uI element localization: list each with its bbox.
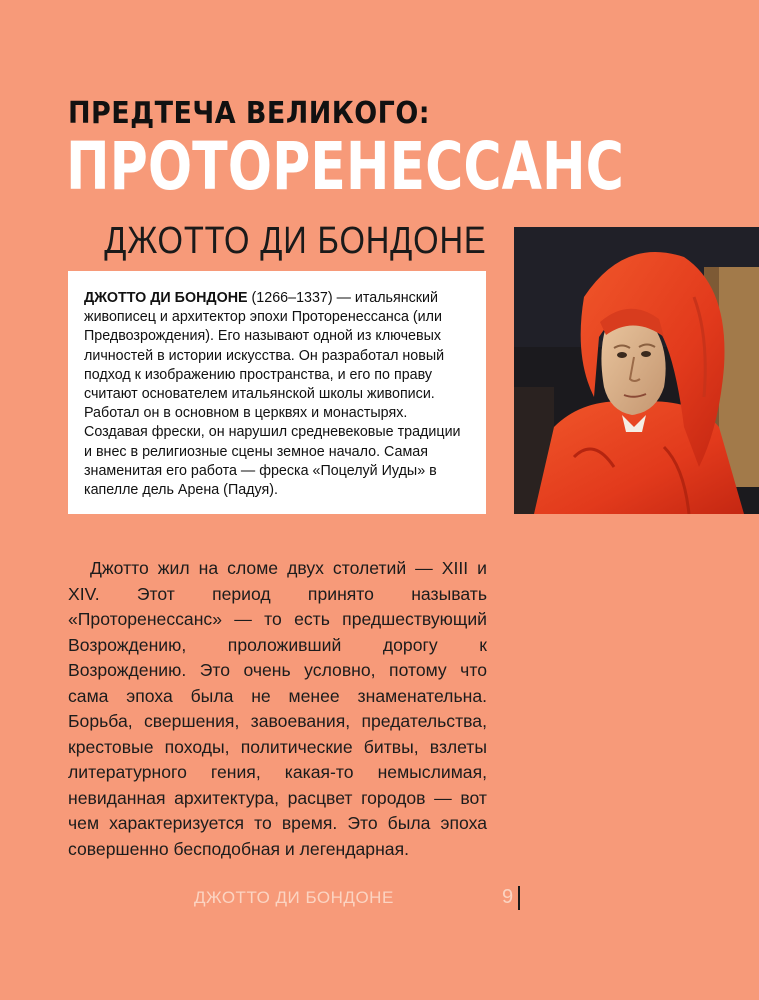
giotto-portrait	[514, 227, 759, 514]
biography-text	[84, 289, 470, 500]
chapter-title: ПРОТОРЕНЕССАНС	[66, 128, 624, 205]
chapter-kicker: ПРЕДТЕЧА ВЕЛИКОГО:	[68, 96, 430, 131]
page-number: 9	[502, 886, 514, 908]
running-footer-title: ДЖОТТО ДИ БОНДОНЕ	[194, 888, 394, 907]
page-number-rule	[518, 886, 520, 910]
biography-box	[68, 271, 486, 514]
biography-body: (1266–1337) — итальянский живописец и архитектор эпохи Проторенессанса (или Предвозрождения). Его называют одной из ключевых личностей в истории искусства. Он разработал новый подход к изображению пространства, и его по праву считают основателем итальянской школы живописи. Работал он в основном в церквях и монастырях. Создавая фрески, он нарушил средневековые традиции и внес в религиозные сцены земное начало. Самая знаменитая его работа — фреска «Поцелуй Иуды» в капелле дель Арена (Падуя).	[84, 290, 461, 499]
main-paragraph: Джотто жил на сломе двух столетий — XIII и XIV. Этот период принято называть «Проторенессанс» — то есть предшествующий Возрождению, проложивший дорогу к Возрождению. Это очень условно, потому что сама эпоха была не менее знаменательна. Борьба, свершения, завоевания, предательства, крестовые походы, политические битвы, взлеты литературного гения, какая-то немыслимая, невиданная архитектура, расцвет городов — вот чем характеризуется то время. Это была эпоха совершенно бесподобная и легендарная.	[68, 558, 487, 859]
chapter-subtitle: ДЖОТТО ДИ БОНДОНЕ	[104, 220, 487, 262]
biography-name: ДЖОТТО ДИ БОНДОНЕ	[84, 290, 248, 306]
